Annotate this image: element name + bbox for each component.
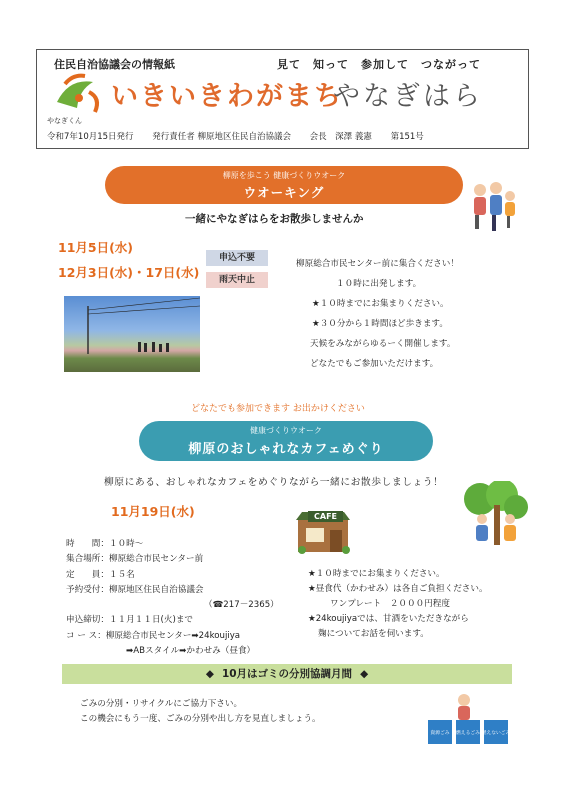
cafe-note-1: ★１０時までにお集まりください。: [308, 569, 445, 579]
mascot-logo-icon: [49, 72, 107, 116]
publisher: 発行責任者 柳原地区住民自治協議会: [152, 132, 291, 142]
walking-date-1: 11月5日(水): [58, 240, 134, 255]
cafe-shop-icon: [294, 506, 352, 554]
cafe-course: コ ー ス：柳原総合市民センター➡24koujiya: [66, 630, 241, 641]
issue-info: [47, 130, 440, 142]
cafe-invite-line: どなたでも参加できます お出かけください: [191, 404, 365, 414]
cafe-capacity: 定 員：１５名: [66, 569, 135, 580]
cafe-note-4: ★24koujiyaでは、甘酒をいただきながら: [308, 614, 469, 624]
rain-cancel-tag: 雨天中止: [206, 272, 268, 288]
garbage-month-title: 10月はゴミの分別協調月間: [221, 668, 353, 680]
president: 会長 深澤 義憲: [309, 132, 372, 142]
mascot-name: やなぎくん: [47, 117, 82, 125]
recycle-bins-icon: [426, 690, 510, 746]
no-application-tag: 申込不要: [206, 250, 268, 266]
walking-banner-title: ウオーキング: [243, 185, 325, 200]
cafe-details: [66, 537, 279, 659]
walking-note-2: １０時に出発します。: [336, 279, 422, 289]
walking-note-3: ★１０時までにお集まりください。: [312, 299, 449, 309]
issue-date: 令和7年10月15日発行: [47, 132, 134, 142]
bin-label-burnable: 燃えるごみ: [456, 731, 480, 736]
bin-label-resource: 資源ごみ: [430, 731, 450, 736]
cafe-banner-sub: 健康づくりウオーク: [250, 426, 322, 435]
garbage-line-2: この機会にもう一度、ごみの分別や出し方を見直しましょう。: [80, 714, 321, 724]
tree-couple-icon: [458, 481, 528, 547]
walking-date-2: 12月3日(水)・17日(水): [58, 265, 200, 280]
cafe-banner-title: 柳原のおしゃれなカフェめぐり: [188, 442, 384, 457]
walking-note-5: 天候をみながらゆるーく開催します。: [310, 339, 456, 349]
garbage-line-1: ごみの分別・リサイクルにご協力下さい。: [80, 699, 243, 709]
cafe-meeting-place: 集合場所：柳原総合市民センター前: [66, 554, 204, 565]
issue-number: 第151号: [390, 132, 424, 142]
org-label: 住民自治協議会の情報紙: [54, 58, 175, 71]
garbage-text: [80, 697, 321, 727]
newsletter-subtitle: やなぎはら: [333, 81, 483, 112]
cafe-time: 時 間：１０時～: [66, 539, 144, 549]
bin-label-nonburnable: 燃えないごみ: [481, 731, 510, 736]
cafe-notes: [308, 567, 488, 642]
walking-notes: [296, 254, 459, 374]
cafe-note-5: 麹についてお話を伺います。: [318, 629, 429, 639]
diamond-icon: ◆: [205, 668, 214, 680]
cafe-date: 11月19日(水): [111, 504, 195, 519]
walking-note-6: どなたでもご参加いただけます。: [310, 359, 439, 369]
cafe-banner: [139, 421, 433, 461]
cafe-reservation: 予約受付：柳原地区住民自治協議会: [66, 584, 204, 595]
cafe-note-3: ワンプレート ２０００円程度: [330, 599, 450, 609]
walking-photo: [64, 296, 200, 372]
cafe-phone: （☎217－2365）: [204, 600, 279, 611]
newsletter-title: いきいきわがまち: [111, 81, 343, 112]
walking-family-icon: [466, 180, 520, 234]
walking-note-1: 柳原総合市民センター前に集合ください！: [296, 259, 459, 269]
cafe-tagline: 柳原にある、おしゃれなカフェをめぐりながら一緒にお散歩しましょう！: [104, 477, 444, 488]
walking-tagline: 一緒にやなぎはらをお散歩しませんか: [185, 213, 364, 225]
garbage-month-bar: [62, 664, 512, 684]
masthead: [36, 49, 529, 149]
cafe-note-2: ★昼食代（かわせみ）は各自ご負担ください。: [308, 584, 488, 594]
cafe-course-cont: ➡ABスタイル➡かわせみ（昼食）: [126, 646, 256, 657]
diamond-icon: ◆: [360, 668, 369, 680]
walking-banner: [105, 166, 463, 204]
cafe-sign: CAFE: [308, 511, 343, 522]
cafe-deadline: 申込締切：１１月１１日(火)まで: [66, 615, 194, 626]
motto: 見て 知って 参加して つながって: [277, 58, 481, 71]
walking-note-4: ★３０分から１時間ほど歩きます。: [312, 319, 448, 329]
walking-banner-sub: 柳原を歩こう 健康づくりウオーク: [222, 171, 346, 180]
